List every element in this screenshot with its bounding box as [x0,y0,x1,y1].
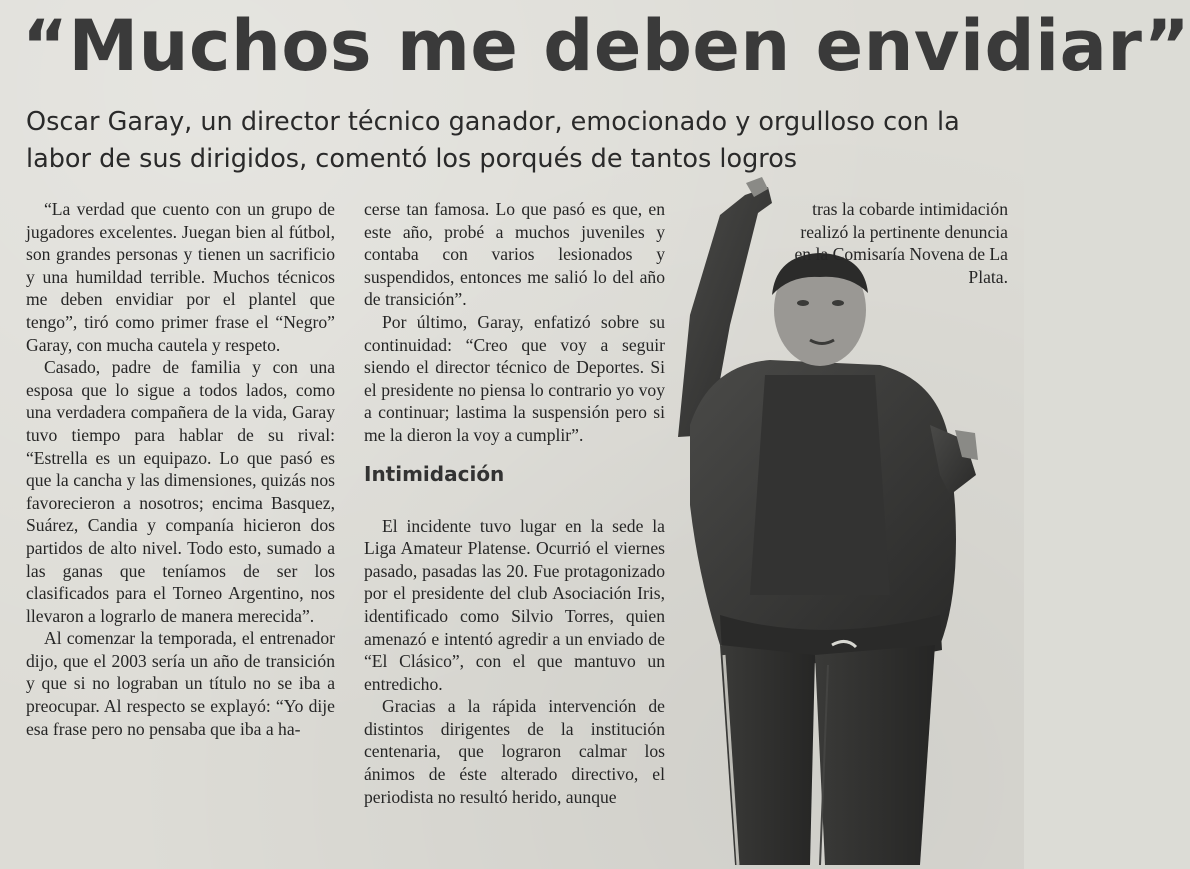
paragraph: Casado, padre de familia y con una esposa que lo sigue a todos lados, como una verdadera compañera de la vida, Garay tuvo tiempo para hablar de su rival: “Estrella es un equipazo. Lo que pasó es que la cancha y las dimensiones, quizás nos favorecieron a nosotros; encima Basquez, Suárez, Candia y companía hicieron dos partidos de alto nivel. Todo esto, sumado a las ganas que teníamos de ser los clasificados para el Torneo Argentino, nos llevaron a lograrlo de manera merecida”. [26,357,335,626]
paragraph: “La verdad que cuento con un grupo de jugadores excelentes. Juegan bien al fútbol, son grandes personas y tienen un sacrificio y una humildad terrible. Muchos técnicos me deben envidiar por el plantel que tengo”, tiró como primer frase el “Negro” Garay, con mucha cautela y respeto. [26,199,335,355]
deck-subtitle: Oscar Garay, un director técnico ganador, emocionado y orgulloso con la labor de sus dirigidos, comentó los porqués de tantos logros [26,107,960,174]
paragraph: Gracias a la rápida intervención de distintos dirigentes de la institución centenaria, que lograron calmar los ánimos de éste alterado directivo, el periodista no resultó herido, aunque [364,696,665,807]
paragraph: tras la cobarde intimidación realizó la pertinente denuncia en la Comisaría Novena de La Plata. [794,199,1008,287]
article-column-3 [780,198,1008,288]
paragraph: cerse tan famosa. Lo que pasó es que, en este año, probé a muchos juveniles y contaba con varios lesionados y suspendidos, entonces me salió lo del año de transición”. [364,199,665,310]
article-column-2 [364,198,665,808]
section-subhead: Intimidación [364,461,505,486]
paragraph: Por último, Garay, enfatizó sobre su continuidad: “Creo que voy a seguir siendo el director técnico de Deportes. Si el presidente no piensa lo contrario yo voy a continuar; lastima la suspensión pero si me la dieron la voy a cumplir”. [364,311,665,445]
headline: “Muchos me deben envidiar” [22,5,1190,87]
paragraph: El incidente tuvo lugar en la sede la Liga Amateur Platense. Ocurrió el viernes pasado, pasadas las 20. Fue protagonizado por el presidente del club Asociación Iris, identificado como Silvio Torres, quien amenazó e intentó agredir a un enviado de “El Clásico”, con el que mantuvo un entredicho. [364,515,665,694]
paragraph: Al comenzar la temporada, el entrenador dijo, que el 2003 sería un año de transición y que si no lograban un título no se iba a preocupar. Al respecto se explayó: “Yo dije esa frase pero no pensaba que iba a ha- [26,628,335,739]
article-column-1 [26,198,335,740]
